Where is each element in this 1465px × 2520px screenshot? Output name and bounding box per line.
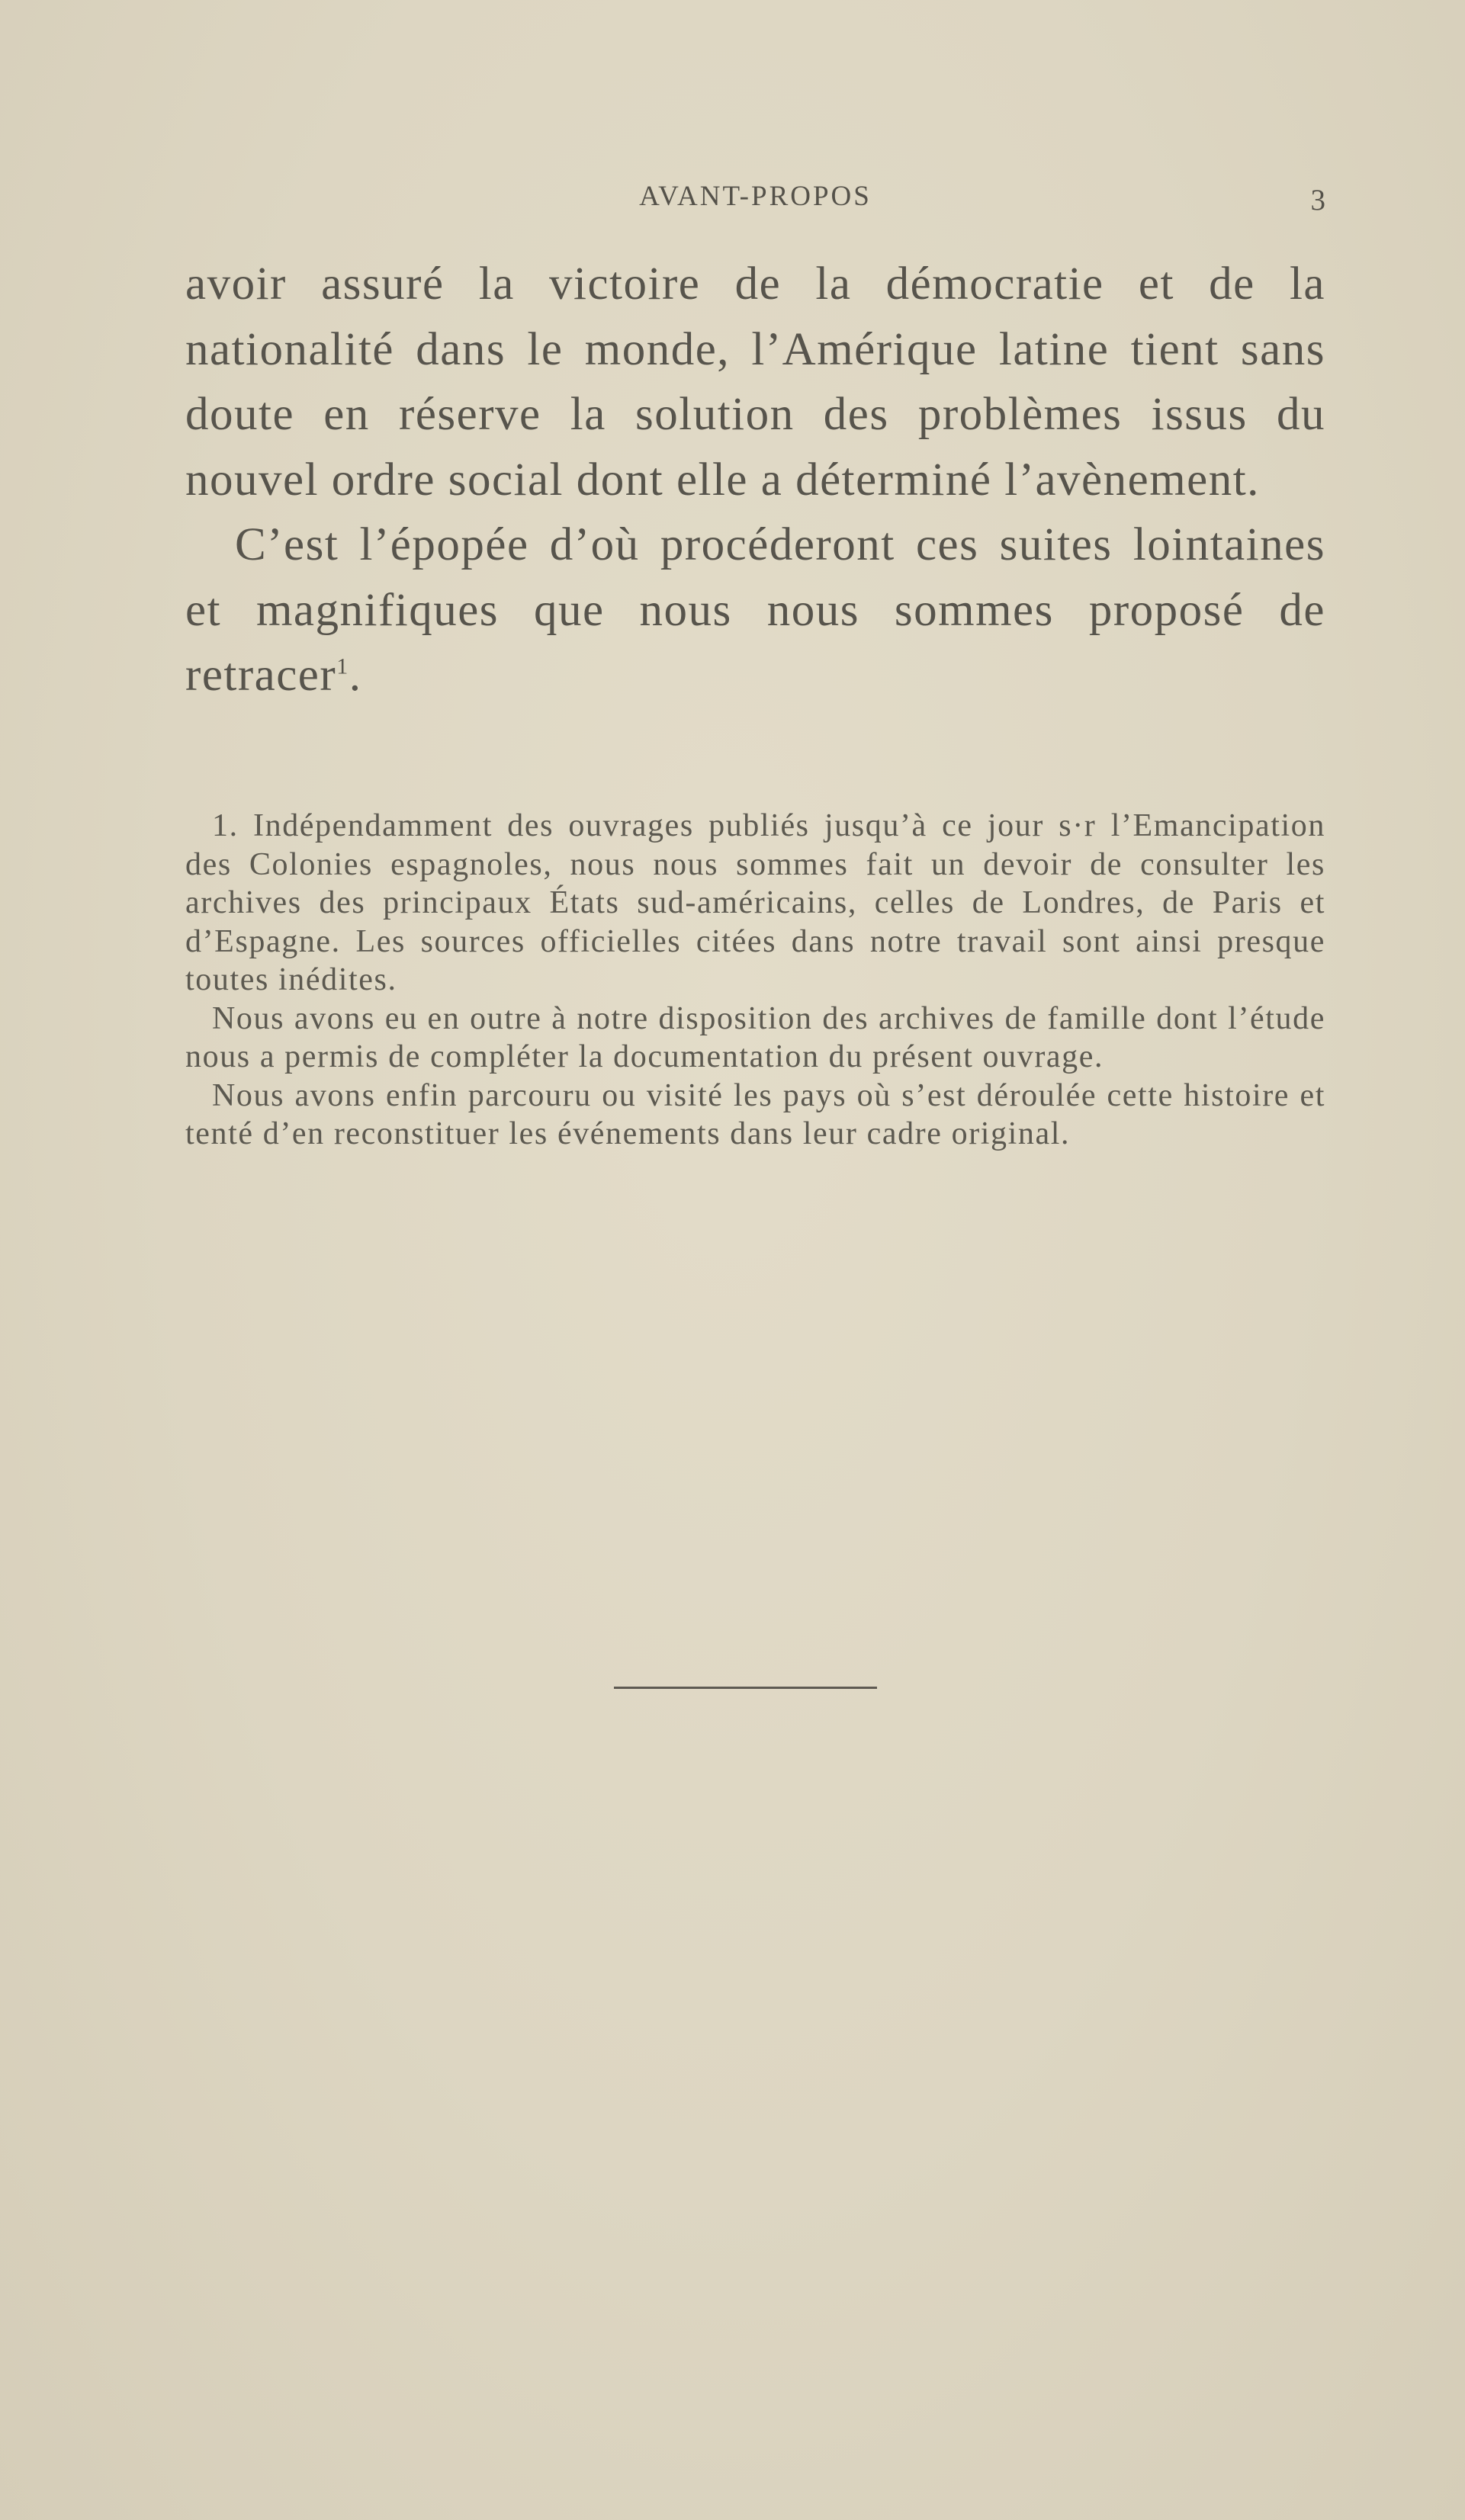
running-title: AVANT-PROPOS — [639, 181, 872, 212]
paragraph-end: . — [349, 650, 362, 701]
running-head — [185, 180, 1325, 226]
footnote-paragraph: Nous avons eu en outre à notre disposition des archives de famille dont l’étude nous a permis de compléter la documentation du présent ouvrage. — [185, 1000, 1325, 1074]
footnote: 1. Indépendamment des ouvrages publiés jusqu’à ce jour s·r l’Emancipation des Colonies espagnoles, nous nous sommes fait un devoir de consulter les archives des principaux États sud-américains, celles de Londres, de Paris et d’Espagne. Les sources officielles citées dans notre travail sont ainsi presque toutes inédites. — [185, 808, 1325, 997]
page-number: 3 — [1310, 184, 1325, 217]
main-text — [185, 252, 1325, 708]
footnote-paragraph: Nous avons enfin parcouru ou visité les pays où s’est déroulée cette histoire et tenté d’en reconstituer les événements dans leur cadre original. — [185, 1077, 1325, 1151]
section-divider — [614, 1687, 877, 1689]
paragraph — [185, 512, 1325, 708]
paragraph: avoir assuré la victoire de la démocratie et de la nationalité dans le monde, l’Amérique latine tient sans doute en réserve la solution des problèmes issus du nouvel ordre social dont elle a déterminé l’avènement. — [185, 258, 1325, 506]
paragraph-text: C’est l’épopée d’où procéderont ces suites lointaines et magnifiques que nous nous sommes proposé de retracer — [185, 519, 1325, 701]
footnotes — [185, 807, 1325, 1154]
footnote-reference: 1 — [336, 653, 349, 679]
